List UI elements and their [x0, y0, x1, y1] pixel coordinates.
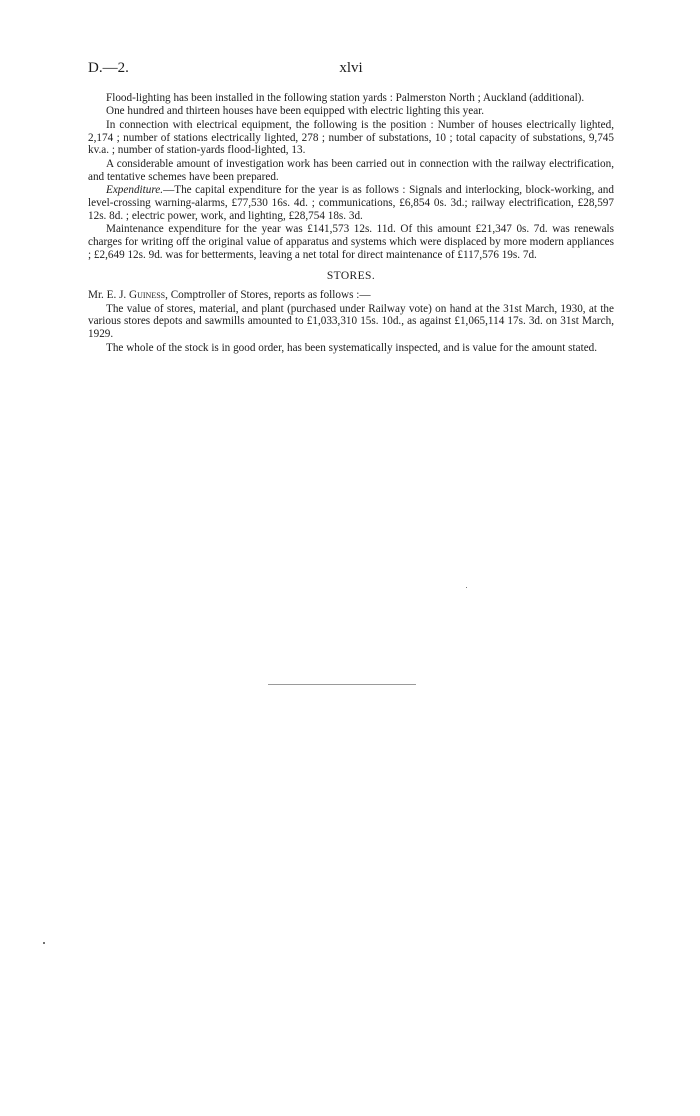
paragraph-houses: One hundred and thirteen houses have been equipped with electric lighting this year. — [106, 105, 485, 118]
paragraph-stores-intro — [88, 289, 614, 302]
paragraph-electrical-position: In connection with electrical equipment, the following is the position : Number of houses electrically lighted, 2,174 ; number of stations electrically lighted, 278 ; number of substations, 10 ; total capacity of substations, 9,745 kv.a. ; number of station-yards flood-lighted, 13. — [88, 118, 614, 157]
scan-speck — [43, 942, 45, 944]
scan-speck — [466, 587, 467, 588]
expenditure-text: —The capital expenditure for the year is as follows : Signals and interlocking, block-working, and level-crossing warning-alarms, £77,530 16s. 4d. ; communications, £6,854 0s. 3d.; railway electrification, £28,597 12s. 8d. ; electric power, work, and lighting, £28,754 18s. 3d. — [88, 183, 614, 222]
stores-intro-suffix: , Comptroller of Stores, reports as follows :— — [165, 289, 371, 302]
paragraph-stores-value: The value of stores, material, and plant (purchased under Railway vote) on hand at the 31st March, 1930, at the various stores depots and sawmills amounted to £1,033,310 15s. 10d., as against £1,065,114 17s. 3d. on 31st March, 1929. — [88, 302, 614, 341]
paragraph-maintenance: Maintenance expenditure for the year was £141,573 12s. 11d. Of this amount £21,347 0s. 7d. was renewals charges for writing off the original value of apparatus and systems which were displaced by more modern appliances ; £2,649 12s. 9d. was for betterments, leaving a net total for direct maintenance of £117,576 19s. 7d. — [88, 222, 614, 261]
paragraph-expenditure — [88, 184, 614, 222]
expenditure-label: Expenditure. — [106, 183, 164, 196]
paragraph-investigation: A considerable amount of investigation work has been carried out in connection with the railway electrification, and tentative schemes have been prepared. — [88, 157, 614, 183]
section-heading-stores: STORES. — [326, 270, 376, 283]
page-body — [88, 92, 614, 355]
paragraph-flood-lighting: Flood-lighting has been installed in the following station yards : Palmerston North ; Auckland (additional). — [106, 92, 585, 104]
page-header — [88, 60, 614, 80]
horizontal-rule — [268, 684, 416, 685]
stores-intro-prefix: Mr. E. J. — [88, 289, 130, 302]
document-reference: D.—2. — [88, 60, 129, 76]
page-number: xlvi — [339, 60, 363, 76]
stores-comptroller-name: Guiness — [129, 289, 166, 302]
paragraph-stores-condition: The whole of the stock is in good order, has been systematically inspected, and is value for the amount stated. — [106, 341, 598, 354]
